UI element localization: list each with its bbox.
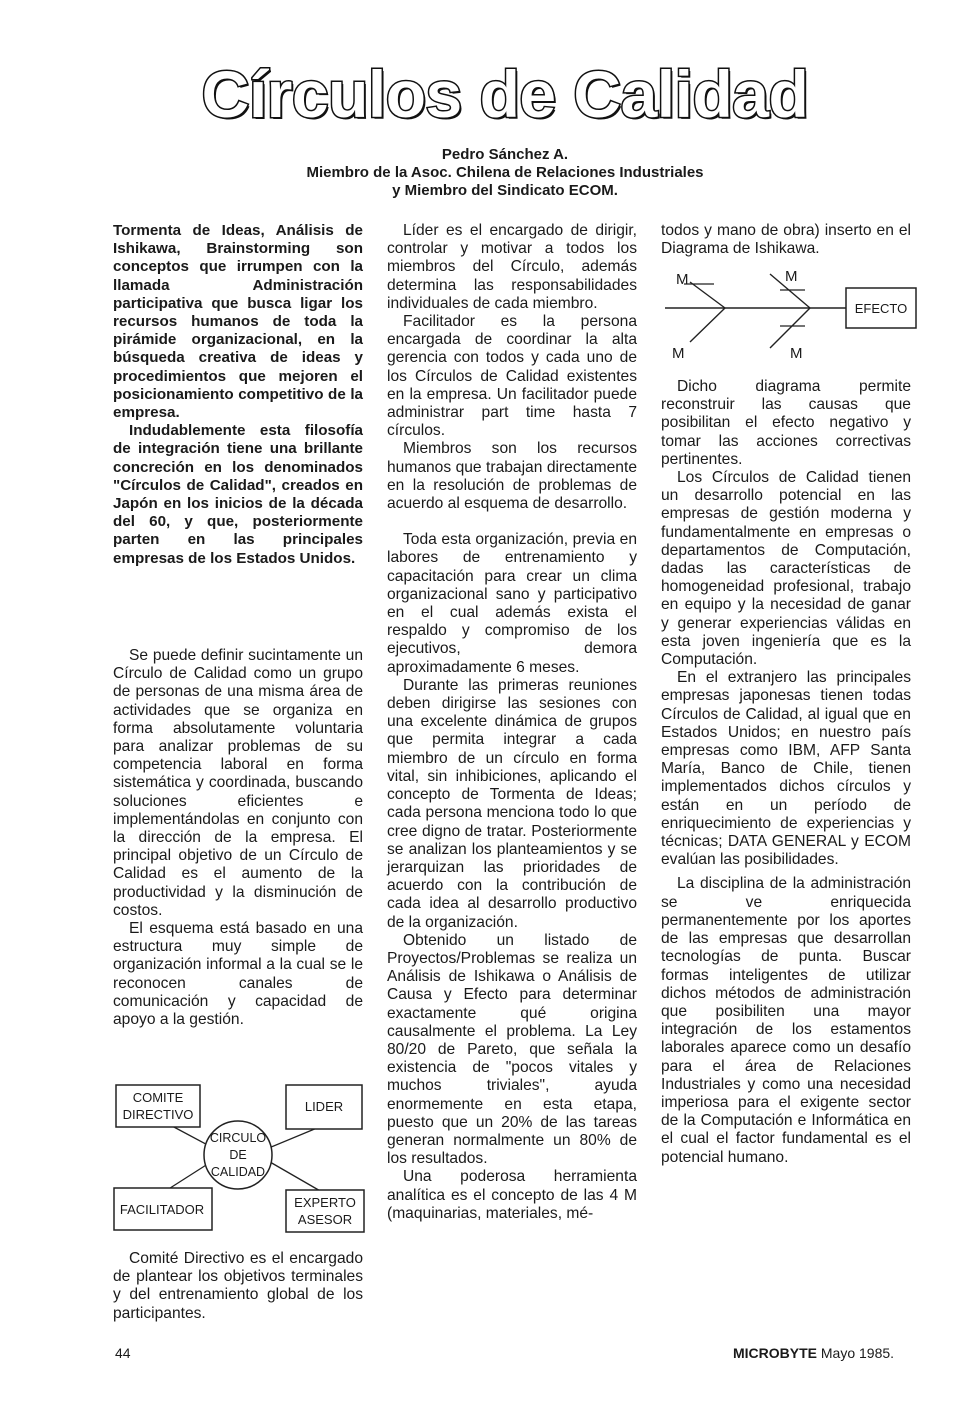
article-title: Círculos de Calidad [201,57,809,131]
m-label: M [676,271,689,288]
paragraph: Se puede definir sucintamente un Círculo de Calidad como un grupo de personas de una misma área de actividades que se organiza en forma absolutamente voluntaria para analizar problemas de su competencia laboral en forma sistemática y coordinada, buscando soluciones eficientes e implementándolas en conjunto con la dirección de la empresa. El principal objetivo de un Círculo de Calidad es el aumento de la productividad y la disminución de costos. [113,647,363,919]
m-label: M [790,345,803,362]
paragraph: Miembros son los recursos humanos que trabajan directamente en la resolución de problemas de acuerdo al esquema de desarrollo. [387,440,637,513]
lead-column [113,222,363,568]
magazine-name: MICROBYTE [733,1345,817,1361]
author-name: Pedro Sánchez A. [441,146,569,163]
circulo-label-1: CIRCULO [209,1131,267,1145]
author-affiliation-1: Miembro de la Asoc. Chilena de Relaciones Industriales [306,164,704,181]
lider-label: LIDER [304,1099,344,1114]
page-number: 44 [115,1345,131,1361]
author-affiliation-2: y Miembro del Sindicato ECOM. [392,182,618,199]
bone-line [690,308,725,342]
column-3-body [661,378,911,1167]
paragraph: Dicho diagrama permite reconstruir las causas que posibilitan el efecto negativo y tomar las acciones correctivas pertinentes. [661,378,911,468]
paragraph: todos y mano de obra) inserto en el Diagrama de Ishikawa. [661,222,911,258]
lead-paragraph-1: Tormenta de Ideas, Análisis de Ishikawa, Brainstorming son conceptos que irrumpen con la llamada Administración participativa que busca ligar los recursos humanos de toda la pirámide organizacional, en la búsqueda creativa de ideas y procedimientos que mejoren el posicionamiento competitivo de la empresa. [113,222,363,422]
comite-label-1: COMITE [132,1090,184,1105]
efecto-label: EFECTO [854,301,908,316]
paragraph: Obtenido un listado de Proyectos/Problemas se realiza un Análisis de Ishikawa o Análisis de Causa y Efecto para determinar exactamente qué origina causalmente el problema. La Ley 80/20 de Pareto, que señala la existencia de "pocos vitales y muchos triviales", ayuda enormemente en esta etapa, puesto que un 20% de las tareas generan normalmente un 80% de los resultados. [387,931,637,1168]
paragraph: Toda esta organización, previa en labores de entrenamiento y capacitación para crear un clima organizacional sano y participativo en el cual además exista el respaldo y compromiso de los ejecutivos, demora aproximadamente 6 meses. [387,531,637,676]
paragraph: Una poderosa herramienta analítica es el concepto de las 4 M (maquinarias, materiales, mé- [387,1168,637,1222]
paragraph: En el extranjero las principales empresas japonesas tienen todas Círculos de Calidad, al igual que en Estados Unidos; en nuestro país empresas como IBM, AFP Santa María, Banco de Chile, tienen implementados dichos círculos y están en un período de enriquecimiento de experiencias y técnicas; DATA GENERAL y ECOM evalúan las posibilidades. [661,669,911,869]
circulo-label-2: DE [229,1148,247,1162]
circulo-label-3: CALIDAD [210,1165,266,1179]
paragraph: El esquema está basado en una estructura muy simple de organización informal a la cual se le reconocen canales de comunicación y capacidad de apoyo a la gestión. [113,920,363,1029]
bone-line [770,308,810,348]
m-label: M [672,345,685,362]
column-2 [387,222,637,1223]
footer-credit [733,1345,894,1361]
paragraph: Líder es el encargado de dirigir, controlar y motivar a todos los miembros del Círculo, además determina las responsabilidades individuales de cada miembro. [387,222,637,312]
ishikawa-diagram [660,262,920,367]
organization-diagram [112,1080,370,1240]
bone-line [690,282,725,308]
connector-line [270,1162,322,1192]
column-1-footer-text [113,1250,363,1323]
experto-label-2: ASESOR [297,1212,353,1227]
experto-label-1: EXPERTO [294,1195,356,1210]
connector-line [264,1128,317,1150]
paragraph: La disciplina de la administración se ve enriquecida permanentemente por los aportes de las empresas que desarrollan tecnologías de punta. Buscar formas inteligentes de utilizar dichos métodos de administración que posibiliten una mayor integración de los estamentos laborales aparece como un desafío para el área de Relaciones Industriales y como una necesidad imperiosa para el exigente sector de la Computación e Informática en el cual el factor fundamental es el potencial humano. [661,875,911,1166]
paragraph: Durante las primeras reuniones deben dirigirse las sesiones con una excelente dinámica de grupos que permita integrar a cada miembro de un círculo en forma vital, sin inhibiciones, aplicando el concepto de Tormenta de Ideas; cada persona menciona todo lo que cree digno de tratar. Posteriormente se analizan los planteamientos y se jerarquizan las prioridades de acuerdo con la contribución de cada idea al desarrollo productivo de la organización. [387,676,637,931]
paragraph: Los Círculos de Calidad tienen un desarrollo potencial en las empresas de gestión moderna y fundamentalmente en empresas o departamentos de Computación, dadas las características de homogeneidad profesional, trabajo en equipo y la necesidad de ganar y generar experiencias válidas en esta joven ingeniería que es la Computación. [661,469,911,669]
paragraph: Comité Directivo es el encargado de plantear los objetivos terminales y del entrenamiento global de los participantes. [113,1250,363,1322]
column-1-body [113,647,363,1029]
lead-paragraph-2: Indudablemente esta filosofía de integración tiene una brillante concreción en los denominados "Círculos de Calidad", creados en Japón en los inicios de la década del 60, y que, posteriormente parten en las principales empresas de los Estados Unidos. [113,422,363,567]
issue-date: Mayo 1985. [820,1345,895,1361]
paragraph: Facilitador es la persona encargada de coordinar la alta gerencia con todos y cada uno de los Círculos de Calidad existentes en la empresa. Un facilitador puede administrar part time hasta 7 círculos. [387,313,637,440]
column-3-top [661,222,911,258]
facilitador-label: FACILITADOR [119,1202,205,1217]
comite-label-2: DIRECTIVO [122,1107,194,1122]
m-label: M [785,268,798,285]
